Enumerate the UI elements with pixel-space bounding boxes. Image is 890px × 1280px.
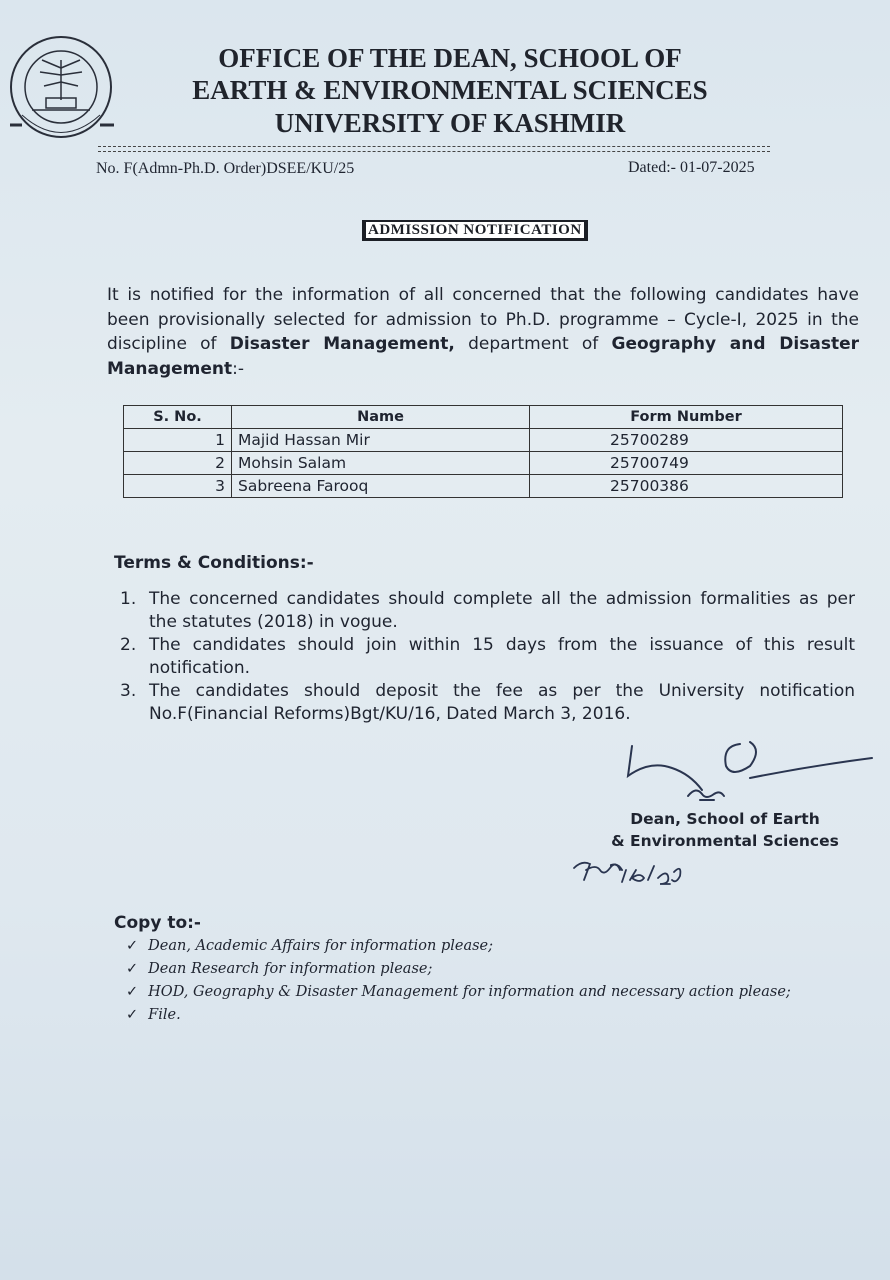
table-row — [124, 452, 843, 475]
notification-paragraph — [107, 283, 859, 381]
cell-name: Sabreena Farooq — [232, 475, 530, 498]
term-text: The candidates should join within 15 days from the issuance of this result notification. — [149, 635, 855, 678]
signatory-line2: & Environmental Sciences — [611, 832, 839, 850]
check-icon: ✓ — [126, 1007, 139, 1023]
copy-recipient: File. — [148, 1007, 181, 1023]
copy-recipient: Dean, Academic Affairs for information please; — [148, 938, 494, 954]
term-number: 2. — [120, 635, 137, 655]
col-header-name: Name — [232, 406, 530, 429]
office-title-line1: OFFICE OF THE DEAN, SCHOOL OF — [218, 43, 682, 73]
copy-recipient: HOD, Geography & Disaster Management for information and necessary action please; — [148, 984, 791, 1000]
department-name: Geography and Disaster Management — [107, 334, 859, 379]
list-item — [126, 935, 846, 958]
check-icon: ✓ — [126, 938, 139, 954]
copy-to-heading: Copy to:- — [114, 913, 201, 933]
cell-sno: 3 — [124, 475, 232, 498]
body-part1: It is notified for the information of all concerned that the following candidates have been provisionally selected for admission to Ph.D. programme – Cycle-I, 2025 in the discipline of — [107, 285, 859, 354]
notice-title-text: ADMISSION NOTIFICATION — [368, 222, 582, 238]
list-item — [120, 680, 855, 726]
office-title-line3: UNIVERSITY OF KASHMIR — [274, 108, 626, 138]
header-divider-bottom — [98, 151, 770, 152]
issue-date: Dated:- 01-07-2025 — [628, 159, 755, 176]
reference-number: No. F(Admn-Ph.D. Order)DSEE/KU/25 — [96, 160, 355, 177]
check-icon: ✓ — [126, 984, 139, 1000]
cell-name: Majid Hassan Mir — [232, 429, 530, 452]
table-header-row — [124, 406, 843, 429]
cell-form-number: 25700749 — [530, 452, 843, 475]
list-item — [126, 958, 846, 981]
cell-sno: 2 — [124, 452, 232, 475]
selected-candidates-table — [123, 405, 843, 498]
cell-name: Mohsin Salam — [232, 452, 530, 475]
body-part3: :- — [232, 358, 245, 379]
body-part2: department of — [454, 334, 612, 354]
list-item — [126, 1004, 846, 1027]
list-item — [120, 634, 855, 680]
signatory-designation — [600, 808, 850, 852]
header-divider-top — [98, 146, 770, 147]
cell-sno: 1 — [124, 429, 232, 452]
table-row — [124, 475, 843, 498]
copy-to-list — [126, 935, 846, 1027]
term-number: 1. — [120, 589, 137, 609]
col-header-form-number: Form Number — [530, 406, 843, 429]
signatory-line1: Dean, School of Earth — [630, 810, 820, 828]
office-title-line2: EARTH & ENVIRONMENTAL SCIENCES — [192, 75, 708, 105]
terms-heading: Terms & Conditions:- — [114, 553, 314, 573]
col-header-sno: S. No. — [124, 406, 232, 429]
list-item — [126, 981, 846, 1004]
notice-title — [362, 220, 588, 241]
table-row — [124, 429, 843, 452]
cell-form-number: 25700386 — [530, 475, 843, 498]
terms-list — [120, 588, 855, 726]
university-seal-logo — [2, 30, 120, 142]
check-icon: ✓ — [126, 961, 139, 977]
term-text: The concerned candidates should complete all the admission formalities as per the statutes (2018) in vogue. — [149, 589, 855, 632]
term-number: 3. — [120, 681, 137, 701]
term-text: The candidates should deposit the fee as per the University notification No.F(Financial Reforms)Bgt/KU/16, Dated March 3, 2016. — [149, 681, 855, 724]
discipline-name: Disaster Management, — [229, 334, 455, 354]
list-item — [120, 588, 855, 634]
cell-form-number: 25700289 — [530, 429, 843, 452]
copy-recipient: Dean Research for information please; — [148, 961, 433, 977]
handwritten-date-initials — [570, 850, 700, 900]
